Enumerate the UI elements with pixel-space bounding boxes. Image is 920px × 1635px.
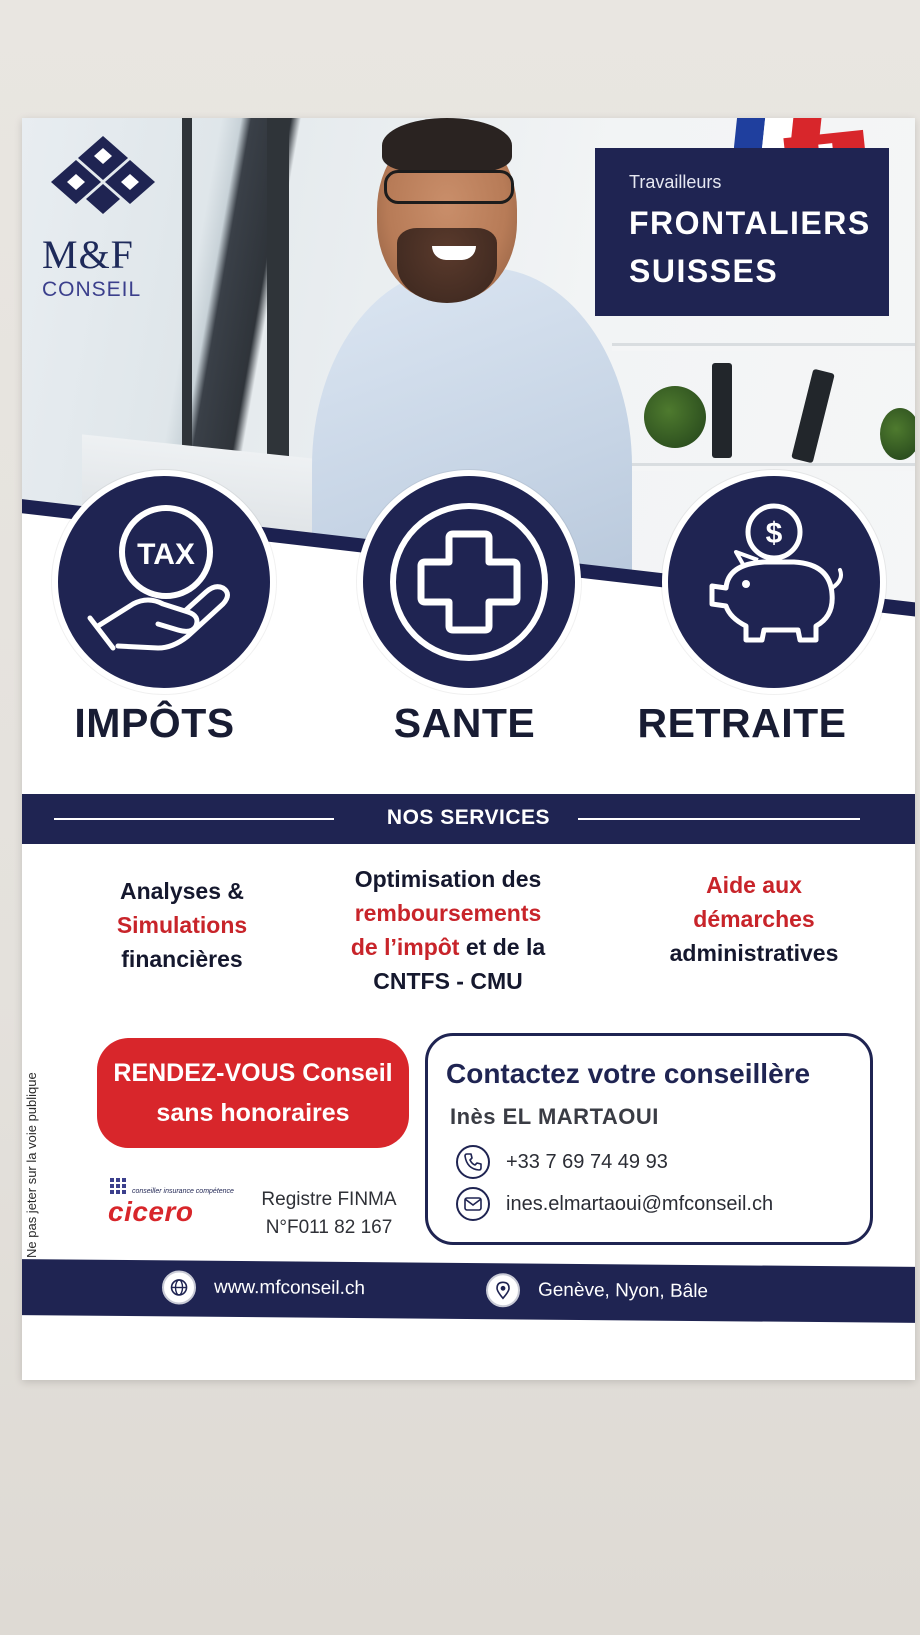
plant — [644, 386, 706, 448]
headline-line-2: SUISSES — [629, 253, 779, 289]
cicero-wordmark: cicero — [108, 1196, 194, 1227]
website-link[interactable]: www.mfconseil.ch — [213, 1276, 366, 1300]
binder — [712, 363, 732, 458]
service-aide — [644, 868, 864, 970]
contact-email-row[interactable] — [456, 1186, 773, 1222]
locations-text: Genève, Nyon, Bâle — [537, 1279, 709, 1303]
logo-subtitle: CONSEIL — [42, 278, 142, 301]
cicero-logo — [108, 1176, 248, 1236]
contact-phone-row[interactable] — [456, 1144, 668, 1180]
globe-icon — [162, 1270, 196, 1304]
footer-bar — [22, 1259, 915, 1323]
tax-hand-icon — [58, 476, 270, 688]
service-analyses — [92, 874, 272, 976]
person-beard — [397, 228, 497, 303]
contact-email[interactable]: ines.elmartaoui@mfconseil.ch — [506, 1192, 774, 1215]
service-line: et de la — [459, 934, 546, 960]
glasses — [384, 170, 514, 204]
retirement-circle — [662, 470, 886, 694]
service-line: Analyses & — [119, 878, 244, 904]
shelf — [612, 343, 915, 351]
health-circle — [357, 470, 581, 694]
piggy-bank-icon — [668, 476, 880, 688]
footer-locations — [486, 1273, 708, 1309]
finma-line-2: N°F011 82 167 — [265, 1217, 393, 1238]
logo-title: M&F — [42, 232, 134, 277]
tax-icon-text: TAX — [137, 538, 195, 571]
category-label-sante: SANTE — [393, 700, 536, 746]
rendez-vous-button[interactable] — [97, 1038, 409, 1148]
services-bar — [22, 794, 915, 844]
binder — [791, 369, 835, 464]
cicero-tagline: conseiller insurance compétence — [132, 1188, 234, 1195]
cicero-grid-icon — [108, 1176, 130, 1198]
window-frame — [182, 118, 192, 498]
rdv-line-1: RENDEZ-VOUS Conseil — [113, 1059, 393, 1087]
flyer — [22, 118, 915, 1380]
service-line: Optimisation des — [354, 866, 542, 892]
location-pin-icon — [486, 1273, 520, 1307]
headline-subtitle: Travailleurs — [629, 172, 722, 192]
services-title: NOS SERVICES — [386, 806, 551, 829]
person-hair — [382, 118, 512, 173]
phone-icon — [456, 1145, 490, 1179]
service-line-highlight: remboursements — [354, 900, 542, 926]
service-line: administratives — [669, 940, 839, 966]
dollar-icon-text: $ — [765, 517, 783, 550]
category-label-retraite: RETRAITE — [637, 700, 847, 746]
service-line: financières — [121, 946, 243, 972]
headline-line-1: FRONTALIERS — [629, 205, 871, 241]
rdv-line-2: sans honoraires — [156, 1099, 350, 1127]
headline-box — [595, 148, 889, 316]
service-line-highlight: démarches — [693, 906, 815, 932]
contact-title: Contactez votre conseillère — [446, 1058, 811, 1089]
footer-website[interactable] — [162, 1270, 365, 1306]
company-logo — [42, 136, 182, 302]
contact-box — [425, 1033, 873, 1245]
contact-name: Inès EL MARTAOUI — [450, 1104, 659, 1129]
service-line-highlight: de l’impôt — [350, 934, 460, 960]
medical-cross-icon — [363, 476, 575, 688]
side-note-text: Ne pas jeter sur la voie publique — [24, 1072, 39, 1258]
service-line-highlight: Aide aux — [706, 872, 802, 898]
finma-registration — [254, 1186, 404, 1242]
finma-line-1: Registre FINMA — [261, 1189, 397, 1210]
contact-phone[interactable]: +33 7 69 74 49 93 — [506, 1150, 668, 1173]
plant — [880, 408, 915, 460]
logo-diamond-icon — [48, 136, 158, 226]
service-line: CNTFS - CMU — [373, 968, 523, 994]
category-label-impots: IMPÔTS — [74, 700, 235, 746]
email-icon — [456, 1187, 490, 1221]
service-optimisation — [328, 862, 568, 998]
service-line-highlight: Simulations — [116, 912, 248, 938]
tax-circle — [52, 470, 276, 694]
side-note — [24, 1018, 48, 1258]
